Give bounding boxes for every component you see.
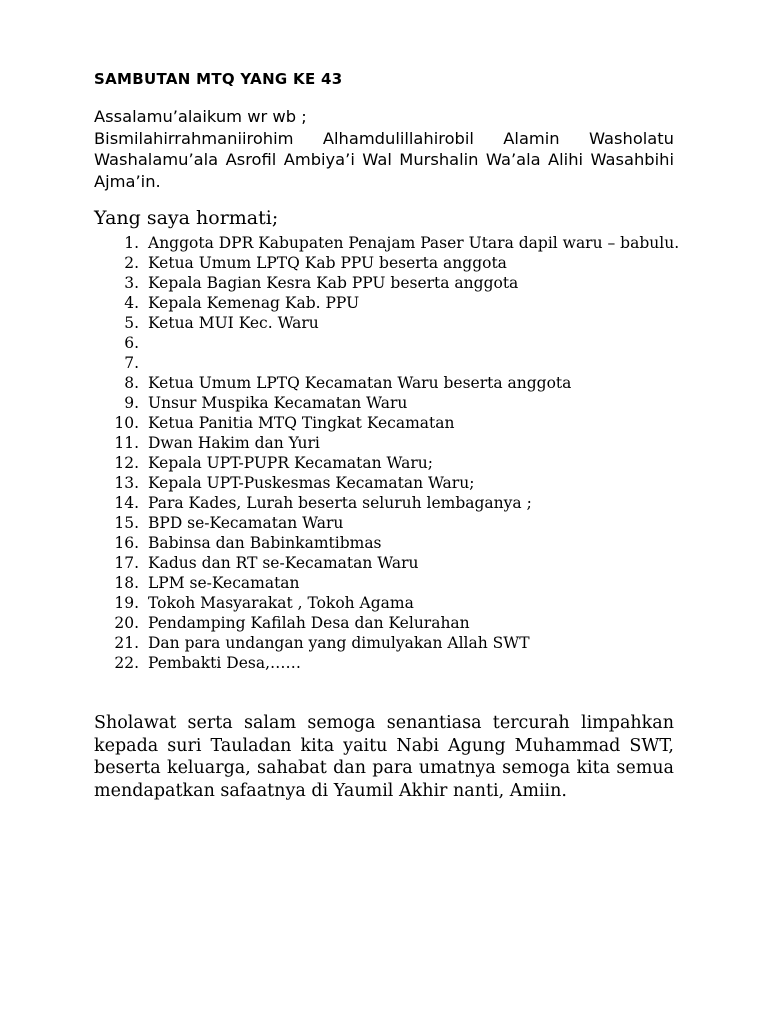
list-item-text: Dan para undangan yang dimulyakan Allah SWT — [148, 634, 530, 652]
opening-paragraph: Bismilahirrahmaniirohim Alhamdulillahirobil Alamin Washolatu Washalamu’ala Asrofil Ambiya’i Wal Murshalin Wa’ala Alihi Wasahbihi Ajma’in. — [94, 128, 674, 191]
list-item-text: Dwan Hakim dan Yuri — [148, 434, 320, 452]
document-title: SAMBUTAN MTQ YANG KE 43 — [94, 70, 343, 88]
list-item-text: Ketua Panitia MTQ Tingkat Kecamatan — [148, 414, 455, 432]
list-item-number: 8. — [124, 374, 139, 392]
list-item-number: 11. — [114, 434, 139, 452]
list-item — [94, 573, 684, 593]
list-item — [94, 613, 684, 633]
list-item-text: BPD se-Kecamatan Waru — [148, 514, 344, 532]
list-item-number: 15. — [114, 514, 139, 532]
list-item-text: Babinsa dan Babinkamtibmas — [148, 534, 382, 552]
list-item-number: 4. — [124, 294, 139, 312]
greeting-line: Assalamu’alaikum wr wb ; — [94, 107, 307, 126]
list-item — [94, 553, 684, 573]
list-item-text: Ketua Umum LPTQ Kab PPU beserta anggota — [148, 254, 507, 272]
list-item — [94, 453, 684, 473]
list-item-text: Kepala UPT-PUPR Kecamatan Waru; — [148, 454, 433, 472]
list-item-number: 20. — [114, 614, 139, 632]
list-item — [94, 433, 684, 453]
list-item-text: Pendamping Kafilah Desa dan Kelurahan — [148, 614, 470, 632]
list-item — [94, 513, 684, 533]
list-item — [94, 593, 684, 613]
list-item — [94, 533, 684, 553]
list-item-text: Unsur Muspika Kecamatan Waru — [148, 394, 408, 412]
list-item-number: 17. — [114, 554, 139, 572]
list-item-text: Para Kades, Lurah beserta seluruh lembaganya ; — [148, 494, 532, 512]
list-item-number: 18. — [114, 574, 139, 592]
list-item-text: Anggota DPR Kabupaten Penajam Paser Utara dapil waru – babulu. — [148, 234, 680, 252]
list-item-text: Kadus dan RT se-Kecamatan Waru — [148, 554, 419, 572]
list-item-text: Kepala Kemenag Kab. PPU — [148, 294, 360, 312]
list-item-number: 13. — [114, 474, 139, 492]
list-item — [94, 493, 684, 513]
list-item — [94, 273, 684, 293]
list-item-number: 14. — [114, 494, 139, 512]
list-item-number: 9. — [124, 394, 139, 412]
list-item — [94, 313, 684, 333]
list-item — [94, 233, 684, 253]
list-item-number: 12. — [114, 454, 139, 472]
list-item-text — [148, 353, 684, 373]
opening-salutation — [94, 106, 674, 192]
respected-list — [94, 233, 684, 673]
list-item-text: Kepala UPT-Puskesmas Kecamatan Waru; — [148, 474, 475, 492]
list-item — [94, 413, 684, 433]
list-item — [94, 333, 684, 353]
list-item-text: Tokoh Masyarakat , Tokoh Agama — [148, 594, 414, 612]
list-item — [94, 353, 684, 373]
list-item — [94, 253, 684, 273]
list-item-number: 6. — [124, 334, 139, 352]
list-item-number: 10. — [114, 414, 139, 432]
list-item-number: 1. — [124, 234, 139, 252]
respected-heading: Yang saya hormati; — [94, 207, 279, 229]
list-item — [94, 293, 684, 313]
list-item-text: Ketua MUI Kec. Waru — [148, 314, 319, 332]
list-item-text — [148, 333, 684, 353]
list-item — [94, 633, 684, 653]
list-item-text: Pembakti Desa,…… — [148, 654, 301, 672]
list-item — [94, 393, 684, 413]
list-item-text: LPM se-Kecamatan — [148, 574, 300, 592]
list-item — [94, 653, 684, 673]
list-item-number: 16. — [114, 534, 139, 552]
list-item-number: 19. — [114, 594, 139, 612]
list-item-text: Kepala Bagian Kesra Kab PPU beserta anggota — [148, 274, 519, 292]
closing-paragraph: Sholawat serta salam semoga senantiasa tercurah limpahkan kepada suri Tauladan kita yaitu Nabi Agung Muhammad SWT, beserta keluarga, sahabat dan para umatnya semoga kita semua mendapatkan safaatnya di Yaumil Akhir nanti, Amiin. — [94, 713, 674, 801]
list-item-text: Ketua Umum LPTQ Kecamatan Waru beserta anggota — [148, 374, 572, 392]
list-item-number: 3. — [124, 274, 139, 292]
list-item-number: 21. — [114, 634, 139, 652]
list-item-number: 7. — [124, 354, 139, 372]
list-item — [94, 373, 684, 393]
list-item-number: 22. — [114, 654, 139, 672]
list-item — [94, 473, 684, 493]
list-item-number: 2. — [124, 254, 139, 272]
list-item-number: 5. — [124, 314, 139, 332]
